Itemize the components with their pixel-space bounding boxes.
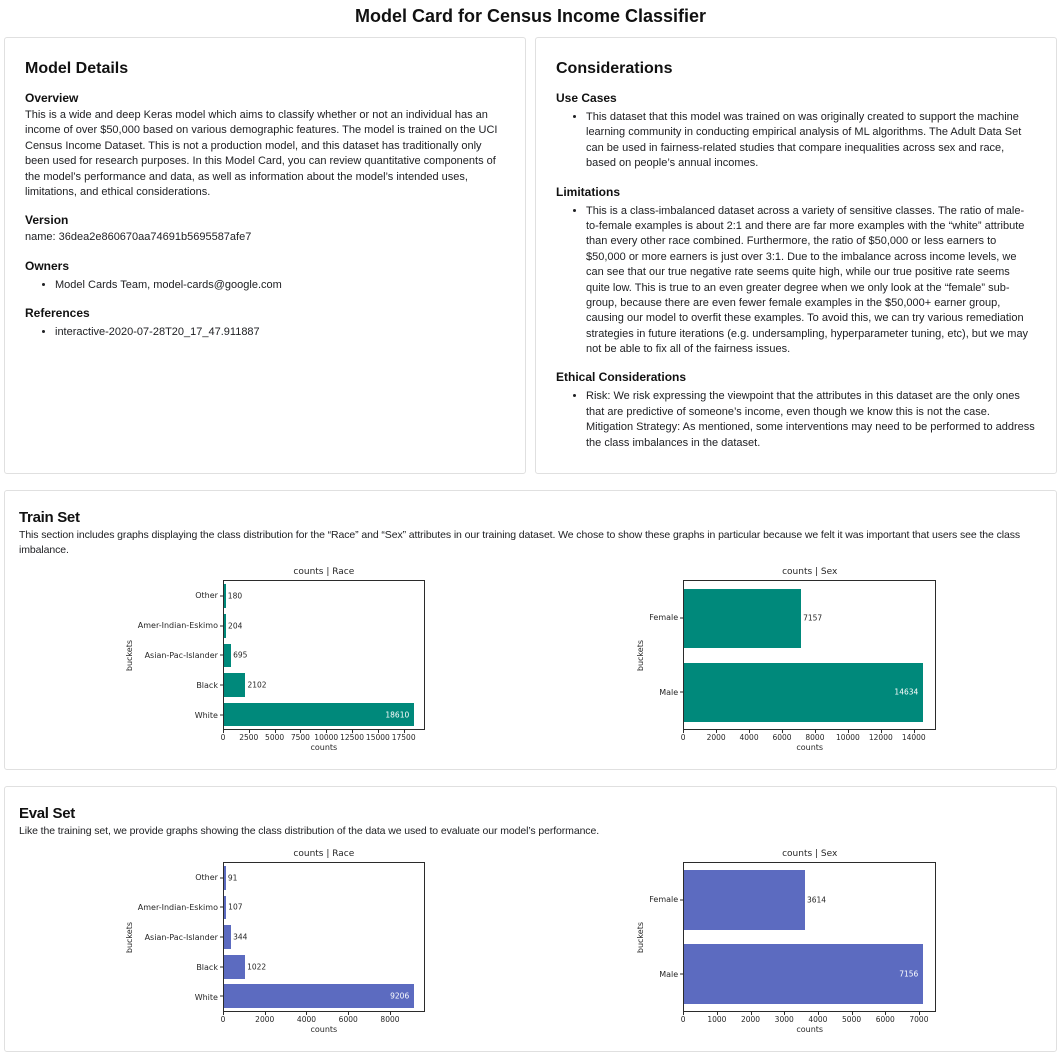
y-tick-labels (134, 862, 223, 1012)
x-tick-label: 4000 (808, 1015, 828, 1025)
eval-race-chart (19, 849, 531, 1037)
category-label: Female (649, 895, 679, 905)
bar-value-label: 91 (227, 873, 238, 883)
owners-list (25, 278, 505, 293)
category-label: Male (659, 688, 679, 698)
chart-eval-race (125, 849, 425, 1037)
model-details-card (4, 37, 526, 474)
x-tick-label: 7000 (909, 1015, 929, 1025)
x-tick-label: 14000 (901, 733, 926, 743)
limitations-heading: Limitations (556, 184, 621, 199)
train-set-section (4, 490, 1057, 770)
y-tick-mark (220, 685, 224, 686)
y-tick-mark (680, 974, 684, 975)
x-tick-label: 5000 (842, 1015, 862, 1025)
references-list (25, 325, 505, 340)
bar (224, 866, 226, 890)
owner-list-item: • Model Cards Team, model-cards@google.com (55, 278, 505, 293)
y-tick-mark (680, 900, 684, 901)
y-tick-mark (220, 877, 224, 878)
x-tick-label: 0 (680, 1015, 686, 1025)
bar-value-label: 344 (233, 932, 248, 942)
ethical-list (556, 389, 1036, 451)
bar (224, 584, 226, 608)
bar (224, 896, 226, 920)
y-tick-mark (220, 966, 224, 967)
x-tick-label: 2000 (255, 1015, 275, 1025)
eval-charts-row (19, 849, 1042, 1037)
x-tick-label: 0 (220, 733, 226, 743)
bar (684, 870, 805, 929)
y-tick-mark (680, 618, 684, 619)
bar-value-label: 695 (233, 650, 248, 660)
category-label: Male (659, 970, 679, 980)
ethical-mitigation-text: Mitigation Strategy: As mentioned, some interventions may need to be performed to address the class imbalances in the dataset. (586, 421, 1035, 449)
chart-title: counts | Race (293, 567, 355, 578)
y-tick-mark (680, 692, 684, 693)
x-tick-label: 8000 (805, 733, 825, 743)
ethical-heading: Ethical Considerations (556, 370, 687, 385)
chart-title: counts | Sex (782, 849, 838, 860)
x-tick-label: 2000 (706, 733, 726, 743)
x-tick-label: 2500 (239, 733, 259, 743)
top-row (4, 37, 1057, 474)
eval-set-description: Like the training set, we provide graphs showing the class distribution of the data we used to evaluate our model’s performance. (19, 825, 600, 838)
category-label: Amer-Indian-Eskimo (137, 620, 218, 630)
bar (224, 984, 414, 1008)
chart-train-sex (636, 567, 936, 755)
model-details-title: Model Details (25, 60, 129, 77)
bar (684, 944, 923, 1003)
category-label: Amer-Indian-Eskimo (137, 902, 218, 912)
use-cases-list (556, 110, 1036, 172)
x-tick-label: 6000 (772, 733, 792, 743)
chart-title: counts | Race (293, 849, 355, 860)
category-label: Other (195, 872, 218, 882)
y-tick-mark (220, 596, 224, 597)
use-case-list-item: • This dataset that this model was trained on was originally created to support the machine learning community in conducting empirical analysis of ML algorithms. The Adult Data Set can be used in fairness-related studies that compare inequalities across sex and race, based on people’s annual incomes. (586, 110, 1036, 172)
ethical-list-item (586, 389, 1036, 451)
bar-value-label: 18610 (385, 710, 410, 720)
x-tick-label: 5000 (265, 733, 285, 743)
x-axis (220, 1012, 425, 1025)
y-tick-labels (645, 580, 683, 730)
bar-value-label: 180 (227, 591, 243, 601)
x-tick-label: 0 (680, 733, 686, 743)
ethical-risk-text: • Risk: We risk expressing the viewpoint that the attributes in this dataset are the only ones that are predictive of someone’s income, even though we know this is not the case. (586, 390, 1020, 418)
x-axis (680, 1012, 936, 1025)
x-tick-label: 4000 (739, 733, 759, 743)
x-tick-label: 3000 (774, 1015, 794, 1025)
plot-area (683, 580, 936, 730)
bar (224, 614, 226, 638)
bar (224, 644, 231, 668)
limitation-list-item: • This is a class-imbalanced dataset across a variety of sensitive classes. The ratio of male-to-female examples is about 2:1 and there are far more examples with the “white” attribute than every other race combined. Furthermore, the ratio of $50,000 or less earners to $50,000 or more earners is just over 3:1. Due to the imbalance across income levels, we can see that our true negative rate seems quite high, while our true positive rate seems quite low. This is true to an even greater degree when we only look at the “female” sub-group, because there are even fewer female examples in the $50,000+ earner group, causing our model to overfit these examples. To avoid this, we can try various remediation strategies in future iterations (e.g. undersampling, hyperparameter tuning, etc), but we may not be able to fix all of the fairness issues. (586, 204, 1036, 358)
x-tick-label: 6000 (875, 1015, 895, 1025)
category-label: White (194, 992, 218, 1002)
plot-area (223, 580, 425, 730)
category-label: Black (196, 680, 218, 690)
y-axis-label: buckets (636, 921, 646, 953)
y-tick-mark (220, 937, 224, 938)
y-tick-mark (220, 996, 224, 997)
category-label: Black (196, 962, 218, 972)
bar-value-label: 7157 (803, 613, 823, 623)
x-tick-label: 10000 (314, 733, 339, 743)
y-tick-labels (645, 862, 683, 1012)
category-label: Other (195, 590, 218, 600)
x-tick-label: 6000 (338, 1015, 358, 1025)
train-charts-row (19, 567, 1042, 755)
chart-eval-sex (636, 849, 936, 1037)
x-tick-label: 4000 (296, 1015, 317, 1025)
train-race-chart (19, 567, 531, 755)
considerations-title: Considerations (556, 60, 673, 77)
eval-sex-chart (531, 849, 1043, 1037)
y-axis-label: buckets (124, 639, 134, 671)
x-tick-label: 15000 (365, 733, 390, 743)
use-cases-heading: Use Cases (556, 91, 617, 105)
bar-value-label: 107 (228, 902, 243, 912)
y-tick-labels (134, 580, 223, 730)
bar-value-label: 1022 (247, 962, 267, 972)
chart-train-race (125, 567, 425, 755)
x-tick-label: 7500 (290, 733, 310, 743)
plot-area (223, 862, 425, 1012)
x-axis-label: counts (310, 1025, 338, 1035)
category-label: Asian-Pac-Islander (144, 650, 218, 660)
x-tick-label: 12000 (868, 733, 893, 743)
overview-text: This is a wide and deep Keras model which aims to classify whether or not an individual has an income of over $50,000 based on various demographic features. The model is trained on the UCI Census Income Dataset. This is not a production model, and this dataset has traditionally only been used for research purposes. In this Model Card, you can review quantitative components of the model’s performance and data, as well as information about the model’s intended uses, limitations, and ethical considerations. (25, 109, 498, 198)
plot-area (683, 862, 936, 1012)
bar (224, 955, 245, 979)
x-tick-label: 10000 (835, 733, 860, 743)
bar-value-label: 14634 (894, 687, 919, 697)
bar (684, 663, 923, 722)
train-sex-chart (531, 567, 1043, 755)
y-axis-label: buckets (124, 921, 134, 953)
bar-value-label: 9206 (390, 991, 410, 1001)
bar-value-label: 3614 (806, 895, 827, 905)
x-axis-label: counts (796, 743, 824, 753)
x-axis (680, 730, 936, 743)
train-set-description: This section includes graphs displaying the class distribution for the “Race” and “Sex” attributes in our training dataset. We chose to show these graphs in particular because we felt it was important that users see the class imbalance. (19, 529, 1020, 556)
category-label: Female (649, 613, 679, 623)
y-tick-mark (220, 655, 224, 656)
considerations-card (535, 37, 1057, 474)
y-tick-mark (220, 714, 224, 715)
x-axis-label: counts (310, 743, 338, 753)
eval-set-title: Eval Set (19, 805, 75, 823)
bar-value-label: 204 (228, 621, 243, 631)
bar-value-label: 7156 (899, 969, 919, 979)
x-tick-label: 8000 (380, 1015, 400, 1025)
x-tick-label: 2000 (740, 1015, 761, 1025)
eval-set-section (4, 786, 1057, 1052)
y-tick-mark (220, 625, 224, 626)
train-set-title: Train Set (19, 509, 80, 527)
x-tick-label: 1000 (707, 1015, 727, 1025)
limitations-list (556, 204, 1036, 358)
x-tick-label: 12500 (340, 733, 364, 743)
y-axis-label: buckets (636, 639, 646, 671)
x-axis-label: counts (796, 1025, 824, 1035)
bar (684, 589, 801, 648)
reference-list-item: • interactive-2020-07-28T20_17_47.911887 (55, 325, 505, 340)
overview-heading: Overview (25, 91, 79, 105)
x-axis (220, 730, 425, 743)
bar (224, 673, 245, 697)
references-heading: References (25, 306, 90, 321)
x-tick-label: 17500 (391, 733, 416, 743)
owners-heading: Owners (25, 258, 70, 273)
category-label: Asian-Pac-Islander (144, 932, 218, 942)
category-label: White (194, 710, 218, 720)
version-heading: Version (25, 213, 69, 228)
bar (224, 925, 231, 949)
chart-title: counts | Sex (782, 567, 838, 578)
y-tick-mark (220, 907, 224, 908)
version-text: name: 36dea2e860670aa74691b5695587afe7 (25, 231, 252, 244)
bar-value-label: 2102 (247, 680, 267, 690)
page-title: Model Card for Census Income Classifier (354, 6, 707, 26)
x-tick-label: 0 (220, 1015, 226, 1025)
